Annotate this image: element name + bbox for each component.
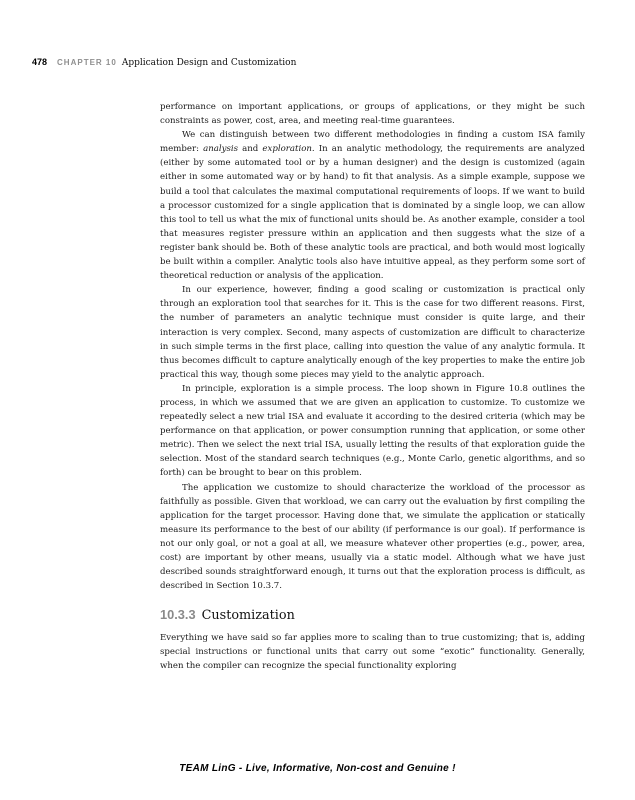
page-number: 478 — [32, 57, 48, 67]
paragraph-3: In our experience, however, finding a good scaling or customization is practical only through an exploration tool that searches for it. This is the case for two different reasons. First, the number of parameters an analytic technique must consider is quite large, and their interaction is very complex. Second, many aspects of customization are difficult to characterize in such simple terms in the first place, calling into question the value of any analytic formula. It thus becomes difficult to capture analytically enough of the key properties to make the entire job practical this way, though some pieces may yield to the analytic approach. — [160, 285, 585, 380]
chapter-label: CHAPTER 10 — [57, 58, 117, 67]
running-head — [32, 57, 296, 69]
paragraph-1: performance on important applications, or groups of applications, or they might be such constraints as power, cost, area, and meeting real-time guarantees. — [160, 102, 585, 127]
paragraph-2-body: . In an analytic methodology, the requirements are analyzed (either by some automated tool or by a human designer) and the design is customized (again either in some automated way or by hand) to fit that analysis. As a simple example, suppose we build a tool that calculates the maximal computational requirements of loops. If we want to build a processor customized for a single application that is dominated by a single loop, we can allow this tool to tell us what the mix of functional units should be. As another example, consider a tool that measures register pressure within an application and then suggests what the size of a register bank should be. Both of these analytic tools are practical, and both would most logically be built within a compiler. Analytic tools also have intuitive appeal, as they perform some sort of theoretical reduction or analysis of the application. — [160, 144, 586, 282]
paragraph-5: The application we customize to should characterize the workload of the processor as faithfully as possible. Given that workload, we can carry out the evaluation by first compiling the application for the target processor. Having done that, we simulate the application or statically measure its performance to the best of our ability (if performance is our goal). If performance is not our only goal, or not a goal at all, we measure whatever other properties (e.g., power, area, cost) are important by other means, usually via a static model. Although what we have just described sounds straightforward enough, it turns out that the exploration process is difficult, as described in Section 10.3.7. — [160, 482, 585, 592]
paragraph-2-and: and — [238, 144, 263, 155]
paragraph-2 — [160, 128, 585, 283]
section-number: 10.3.3 — [160, 607, 196, 623]
section-heading — [160, 606, 585, 625]
paragraph-6: Everything we have said so far applies more to scaling than to true customizing; that is, adding special instructions or functional units that carry out some “exotic” functionality. Generally, when the compiler can recognize the special functionality exploring — [160, 633, 585, 672]
paragraph-2-intro: We can distinguish between two different methodologies in finding a custom ISA family member: — [160, 130, 585, 155]
paragraph-4: In principle, exploration is a simple process. The loop shown in Figure 10.8 outlines the process, in which we assumed that we are given an application to customize. To customize we repeatedly select a new trial ISA and evaluate it according to the desired criteria (which may be performance on that application, or power consumption running that application, or some other metric). Then we select the next trial ISA, usually letting the results of that exploration guide the selection. Most of the standard search techniques (e.g., Monte Carlo, genetic algorithms, and so forth) can be brought to bear on this problem. — [160, 383, 585, 479]
chapter-title: Application Design and Customization — [121, 58, 297, 68]
term-exploration: exploration — [262, 144, 312, 155]
page-body — [160, 100, 585, 674]
footer-watermark: TEAM LinG - Live, Informative, Non-cost and Genuine ! — [179, 763, 456, 774]
section-title: Customization — [201, 608, 295, 624]
term-analysis: analysis — [203, 144, 239, 155]
